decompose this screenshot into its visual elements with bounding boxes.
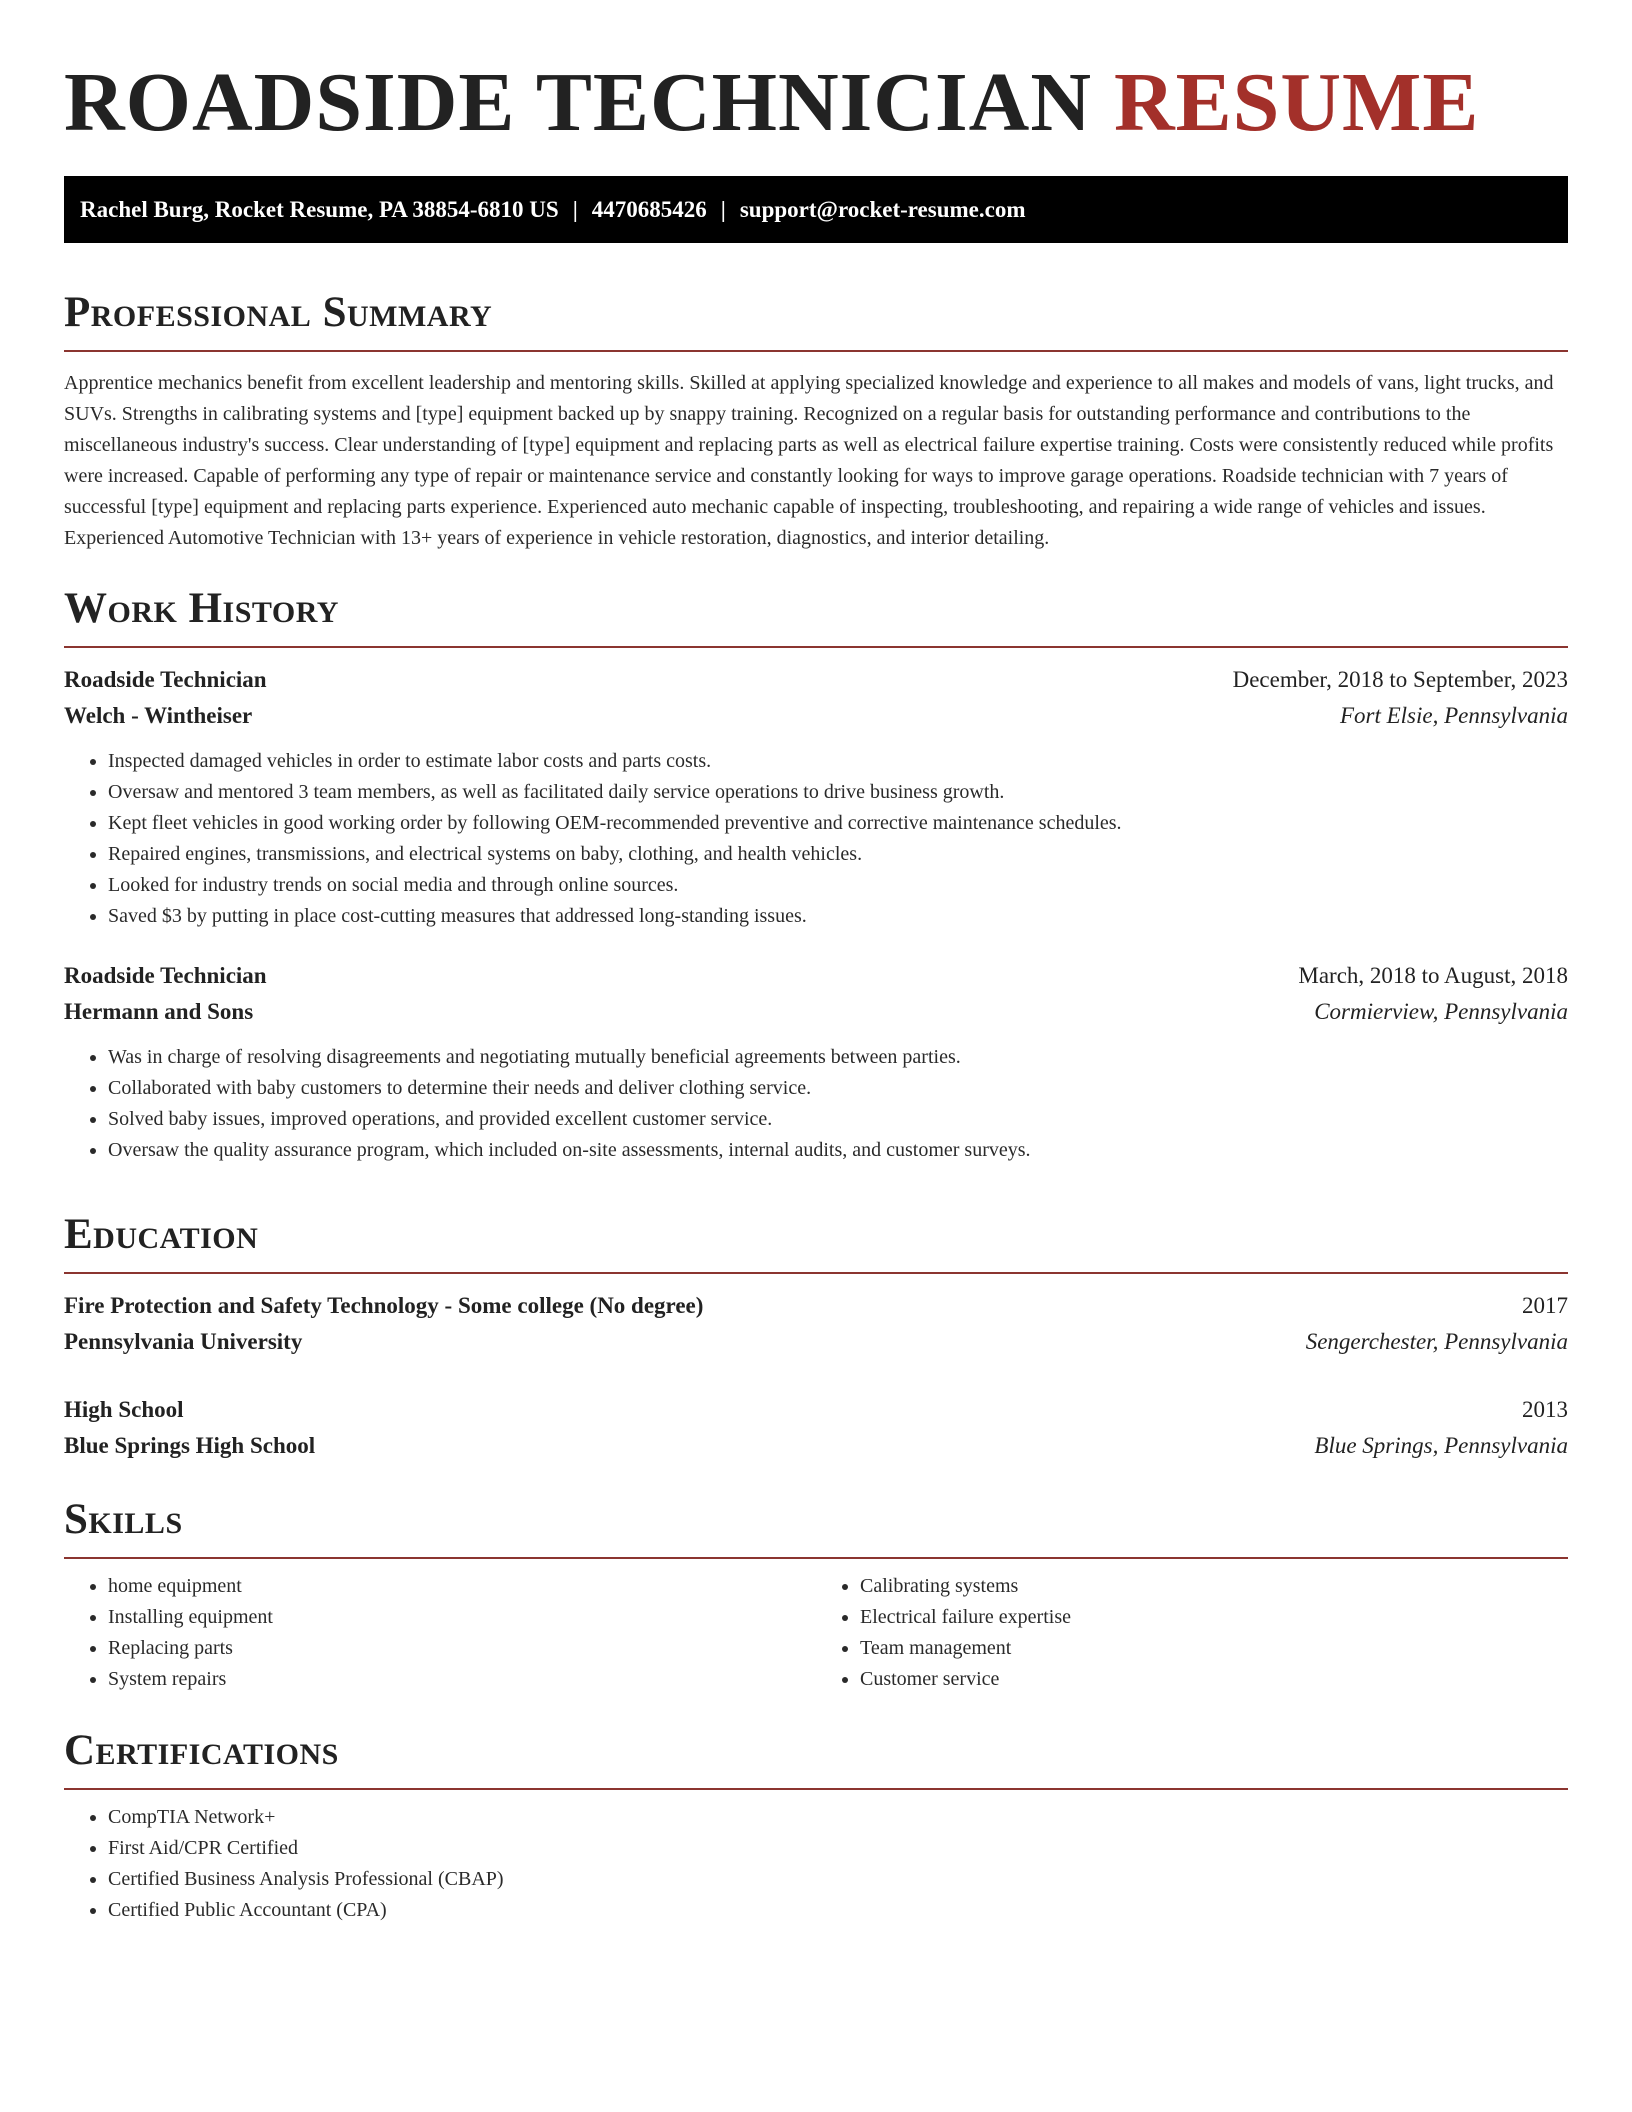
section-divider <box>64 1557 1568 1559</box>
section-divider <box>64 350 1568 352</box>
job-entry <box>64 662 1568 932</box>
certification-item: • Certified Public Accountant (CPA) <box>108 1895 1568 1926</box>
certifications-list <box>64 1802 1568 1926</box>
skill-item: • Team management <box>860 1633 1568 1664</box>
skill-item: • Electrical failure expertise <box>860 1602 1568 1633</box>
skill-item: • Calibrating systems <box>860 1571 1568 1602</box>
skills-heading: Skills <box>64 1496 183 1543</box>
contact-separator: | <box>572 197 578 222</box>
education-entry <box>64 1288 1568 1360</box>
education-entry <box>64 1392 1568 1464</box>
certification-item: • Certified Business Analysis Professional (CBAP) <box>108 1864 1568 1895</box>
skill-item: • Installing equipment <box>108 1602 816 1633</box>
education-header-row <box>64 1392 1568 1428</box>
summary-text: Apprentice mechanics benefit from excellent leadership and mentoring skills. Skilled at applying specialized knowledge and experience to all makes and models of vans, light trucks, and SUVs. Strengths in calibrating systems and [type] equipment backed up by snappy training. Recognized on a regular basis for outstanding performance and contributions to the miscellaneous industry's success. Clear understanding of [type] equipment and replacing parts as well as electrical failure expertise training. Costs were consistently reduced while profits were increased. Capable of performing any type of repair or maintenance service and constantly looking for ways to improve garage operations. Roadside technician with 7 years of successful [type] equipment and replacing parts experience. Experienced auto mechanic capable of inspecting, troubleshooting, and repairing a wide range of vehicles and issues. Experienced Automotive Technician with 13+ years of experience in vehicle restoration, diagnostics, and interior detailing. <box>64 372 1554 549</box>
section-divider <box>64 1272 1568 1274</box>
work-history-heading: Work History <box>64 585 339 632</box>
list-item: • Looked for industry trends on social media and through online sources. <box>108 870 1568 901</box>
job-title: Roadside Technician <box>64 963 267 988</box>
contact-separator: | <box>720 197 726 222</box>
certifications-heading: Certifications <box>64 1727 339 1774</box>
education-heading: Education <box>64 1211 259 1258</box>
job-dates: December, 2018 to September, 2023 <box>1232 667 1568 692</box>
summary-section <box>64 288 1568 554</box>
job-dates: March, 2018 to August, 2018 <box>1298 963 1568 988</box>
contact-phone[interactable]: 4470685426 <box>591 197 707 222</box>
job-title: Roadside Technician <box>64 667 267 692</box>
job-company: Welch - Wintheiser <box>64 703 253 728</box>
list-item: • Was in charge of resolving disagreements and negotiating mutually beneficial agreements between parties. <box>108 1042 1568 1073</box>
skill-item: • System repairs <box>108 1664 816 1695</box>
contact-address: Rachel Burg, Rocket Resume, PA 38854-6810 US <box>80 197 559 222</box>
certifications-section <box>64 1726 1568 1926</box>
education-school: Pennsylvania University <box>64 1329 303 1354</box>
skill-item: • Replacing parts <box>108 1633 816 1664</box>
skills-section <box>64 1495 1568 1695</box>
list-item: • Oversaw the quality assurance program, which included on-site assessments, internal audits, and customer surveys. <box>108 1135 1568 1166</box>
job-location: Fort Elsie, Pennsylvania <box>1339 703 1568 728</box>
title-main: ROADSIDE TECHNICIAN <box>64 56 1092 149</box>
education-section <box>64 1210 1568 1464</box>
certification-item: • First Aid/CPR Certified <box>108 1833 1568 1864</box>
list-item: • Repaired engines, transmissions, and electrical systems on baby, clothing, and health vehicles. <box>108 839 1568 870</box>
list-item: • Oversaw and mentored 3 team members, as well as facilitated daily service operations to drive business growth. <box>108 777 1568 808</box>
list-item: • Collaborated with baby customers to determine their needs and deliver clothing service. <box>108 1073 1568 1104</box>
work-history-section <box>64 584 1568 1166</box>
education-school: Blue Springs High School <box>64 1433 316 1458</box>
job-bullets <box>64 746 1568 932</box>
education-degree: Fire Protection and Safety Technology - Some college (No degree) <box>64 1293 704 1318</box>
job-entry <box>64 958 1568 1166</box>
skills-list-left <box>64 1571 816 1695</box>
skill-item: • Customer service <box>860 1664 1568 1695</box>
list-item: • Inspected damaged vehicles in order to estimate labor costs and parts costs. <box>108 746 1568 777</box>
job-header-row <box>64 958 1568 994</box>
summary-heading: Professional Summary <box>64 289 493 336</box>
list-item: • Solved baby issues, improved operations, and provided excellent customer service. <box>108 1104 1568 1135</box>
contact-email[interactable]: support@rocket-resume.com <box>739 197 1026 222</box>
education-header-row <box>64 1288 1568 1324</box>
education-degree: High School <box>64 1397 184 1422</box>
education-location: Blue Springs, Pennsylvania <box>1314 1433 1568 1458</box>
education-school-row <box>64 1428 1568 1464</box>
resume-title <box>64 0 1479 176</box>
list-item: • Kept fleet vehicles in good working order by following OEM-recommended preventive and corrective maintenance schedules. <box>108 808 1568 839</box>
education-school-row <box>64 1324 1568 1360</box>
job-location: Cormierview, Pennsylvania <box>1314 999 1568 1024</box>
skill-item: • home equipment <box>108 1571 816 1602</box>
job-header-row <box>64 662 1568 698</box>
job-company: Hermann and Sons <box>64 999 254 1024</box>
list-item: • Saved $3 by putting in place cost-cutting measures that addressed long-standing issues. <box>108 901 1568 932</box>
education-year: 2017 <box>1522 1293 1568 1318</box>
job-company-row <box>64 698 1568 734</box>
education-year: 2013 <box>1522 1397 1568 1422</box>
section-divider <box>64 646 1568 648</box>
contact-bar <box>64 176 1568 243</box>
skills-grid <box>64 1571 1568 1695</box>
job-company-row <box>64 994 1568 1030</box>
skills-list-right <box>816 1571 1568 1695</box>
title-accent: RESUME <box>1113 56 1480 149</box>
section-divider <box>64 1788 1568 1790</box>
job-bullets <box>64 1042 1568 1166</box>
education-location: Sengerchester, Pennsylvania <box>1305 1329 1568 1354</box>
certification-item: • CompTIA Network+ <box>108 1802 1568 1833</box>
